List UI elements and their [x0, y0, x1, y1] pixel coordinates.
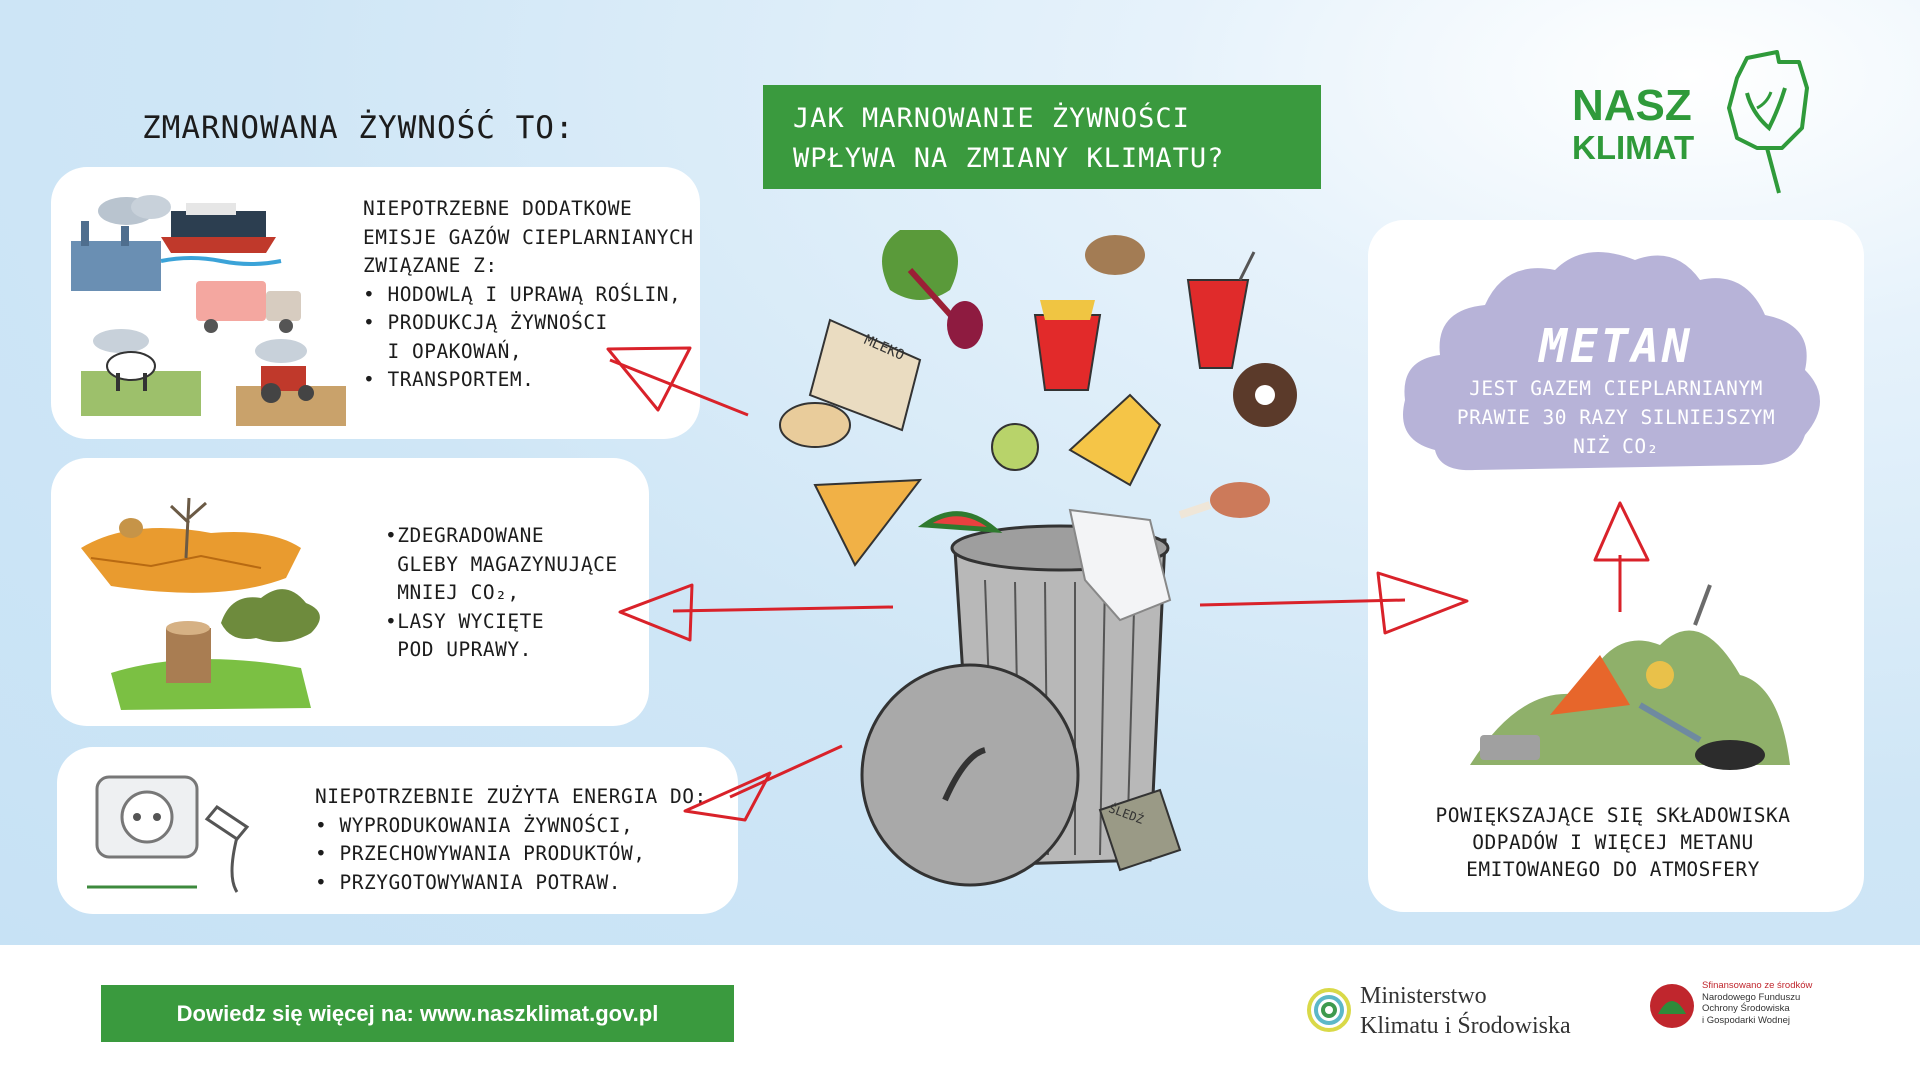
fund-logo: [1648, 980, 1828, 1040]
energy-line: • PRZYGOTOWYWANIA POTRAW.: [315, 870, 621, 894]
milk-label: MLEKO: [861, 332, 907, 364]
section-heading: ZMARNOWANA ŻYWNOŚĆ TO:: [142, 110, 575, 146]
emissions-line: • HODOWLĄ I UPRAWĄ ROŚLIN,: [363, 282, 682, 306]
emissions-line: I OPAKOWAŃ,: [363, 339, 523, 363]
emissions-line: • TRANSPORTEM.: [363, 368, 535, 391]
methane-line: JEST GAZEM CIEPLARNIANYM: [1469, 377, 1763, 400]
logo-text-nasz: NASZ: [1572, 81, 1692, 130]
landfill-line: EMITOWANEGO DO ATMOSFERY: [1466, 858, 1760, 881]
energy-line: NIEPOTRZEBNIE ZUŻYTA ENERGIA DO:: [315, 785, 707, 808]
logo-text-klimat: KLIMAT: [1572, 129, 1695, 166]
fund-line: i Gospodarki Wodnej: [1702, 1014, 1791, 1026]
fund-emblem-icon: [1648, 980, 1696, 1032]
landfill-line: POWIĘKSZAJĄCE SIĘ SKŁADOWISKA: [1435, 804, 1791, 827]
soil-line: GLEBY MAGAZYNUJĄCE: [385, 552, 618, 576]
ministry-line: Ministerstwo: [1360, 983, 1487, 1009]
emissions-line: • PRODUKCJĄ ŻYWNOŚCI: [363, 311, 608, 334]
emissions-line: EMISJE GAZÓW CIEPLARNIANYCH: [363, 225, 694, 249]
ministry-logo: [1306, 978, 1606, 1048]
energy-line: • WYPRODUKOWANIA ŻYWNOŚCI,: [315, 813, 634, 837]
emissions-line: NIEPOTRZEBNE DODATKOWE: [363, 197, 633, 220]
emissions-line: ZWIĄZANE Z:: [363, 254, 498, 277]
ministry-emblem-icon: [1306, 984, 1352, 1036]
fund-line: Sfinansowano ze środków: [1702, 980, 1813, 991]
ministry-line: Klimatu i Środowiska: [1360, 1013, 1571, 1039]
methane-line: NIŻ CO₂: [1573, 435, 1659, 458]
fund-line: Narodowego Funduszu: [1702, 991, 1801, 1003]
soil-line: MNIEJ CO₂,: [385, 581, 520, 604]
energy-line: • PRZECHOWYWANIA PRODUKTÓW,: [315, 842, 646, 865]
soil-line: •LASY WYCIĘTE: [385, 609, 545, 633]
methane-line: PRAWIE 30 RAZY SILNIEJSZYM: [1456, 406, 1776, 429]
fund-caption: [1702, 980, 1812, 1026]
landfill-line: ODPADÓW I WIĘCEJ METANU: [1472, 831, 1754, 854]
title-line-2: WPŁYWA NA ZMIANY KLIMATU?: [793, 143, 1225, 174]
soil-line: •ZDEGRADOWANE: [385, 524, 545, 547]
soil-line: POD UPRAWY.: [385, 638, 532, 661]
learn-more-link[interactable]: Dowiedz się więcej na: www.naszklimat.gov.pl: [101, 985, 734, 1042]
title-line-1: JAK MARNOWANIE ŻYWNOŚCI: [793, 103, 1190, 134]
methane-title: METAN: [1539, 319, 1693, 373]
ministry-name: [1360, 981, 1571, 1041]
can-label: ŚLEDŹ: [1106, 801, 1146, 827]
fund-line: Ochrony Środowiska: [1702, 1003, 1790, 1014]
